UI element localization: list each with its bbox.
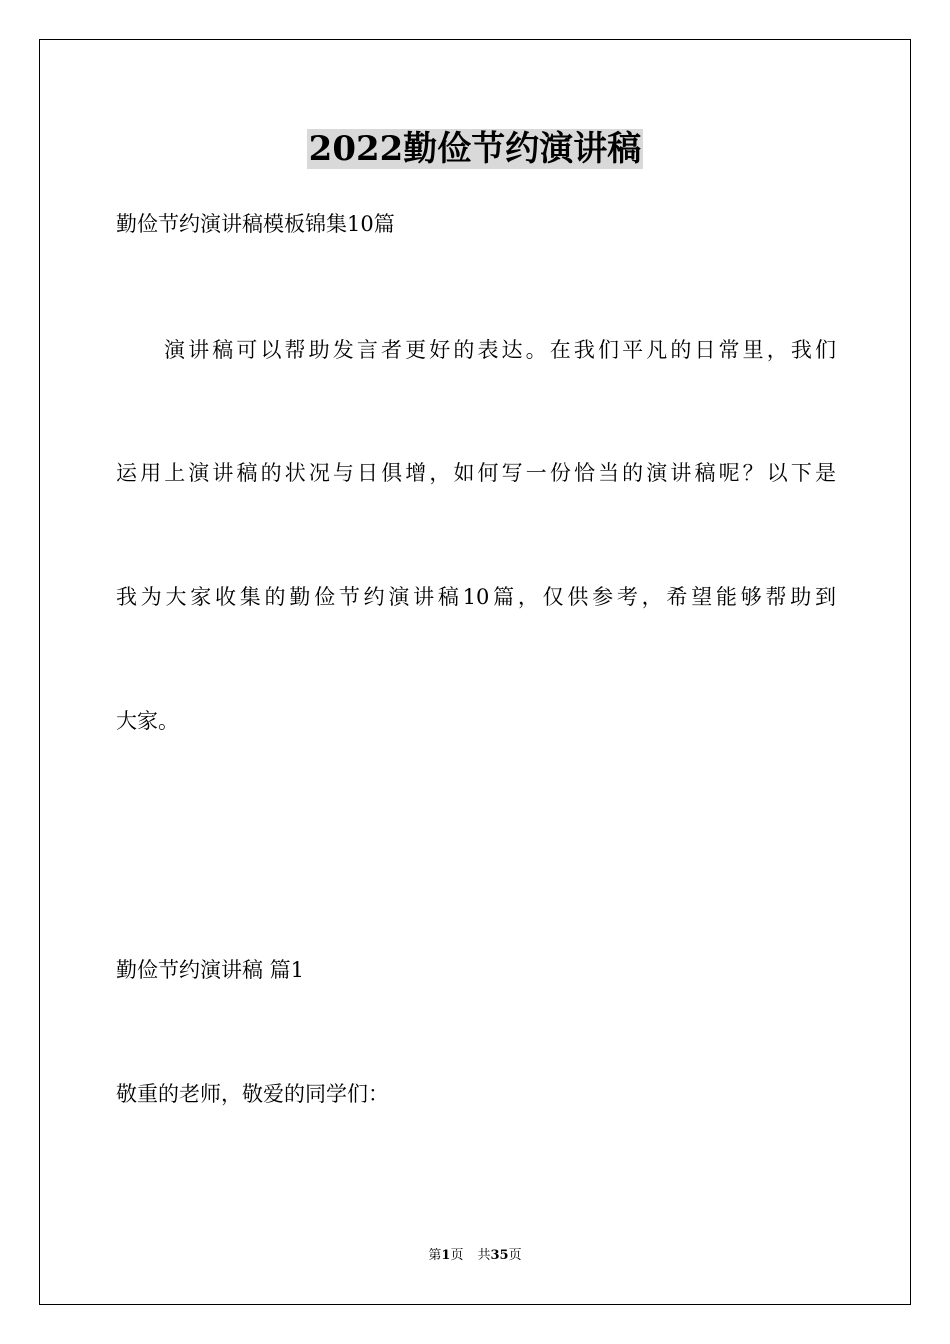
document-title-text: 2022勤俭节约演讲稿 xyxy=(308,129,642,169)
intro-line-2: 运用上演讲稿的状况与日俱增，如何写一份恰当的演讲稿呢？以下是 xyxy=(116,461,836,485)
document-title xyxy=(0,124,950,174)
salutation: 敬重的老师，敬爱的同学们： xyxy=(116,1082,389,1106)
footer-total-prefix: 共 xyxy=(477,1248,491,1263)
footer-page-number: 1 xyxy=(441,1248,451,1263)
footer-page-prefix: 第 xyxy=(428,1248,442,1263)
intro-line-1: 演讲稿可以帮助发言者更好的表达。在我们平凡的日常里，我们 xyxy=(164,338,836,362)
intro-line-4: 大家。 xyxy=(116,709,179,733)
page-footer xyxy=(0,1247,950,1265)
document-subtitle: 勤俭节约演讲稿模板锦集10篇 xyxy=(116,212,395,236)
footer-page-suffix: 页 xyxy=(450,1248,464,1263)
intro-line-3: 我为大家收集的勤俭节约演讲稿10篇，仅供参考，希望能够帮助到 xyxy=(116,585,836,609)
footer-total-pages: 35 xyxy=(490,1248,509,1263)
section-heading: 勤俭节约演讲稿 篇1 xyxy=(116,958,305,982)
footer-total-suffix: 页 xyxy=(508,1248,522,1263)
